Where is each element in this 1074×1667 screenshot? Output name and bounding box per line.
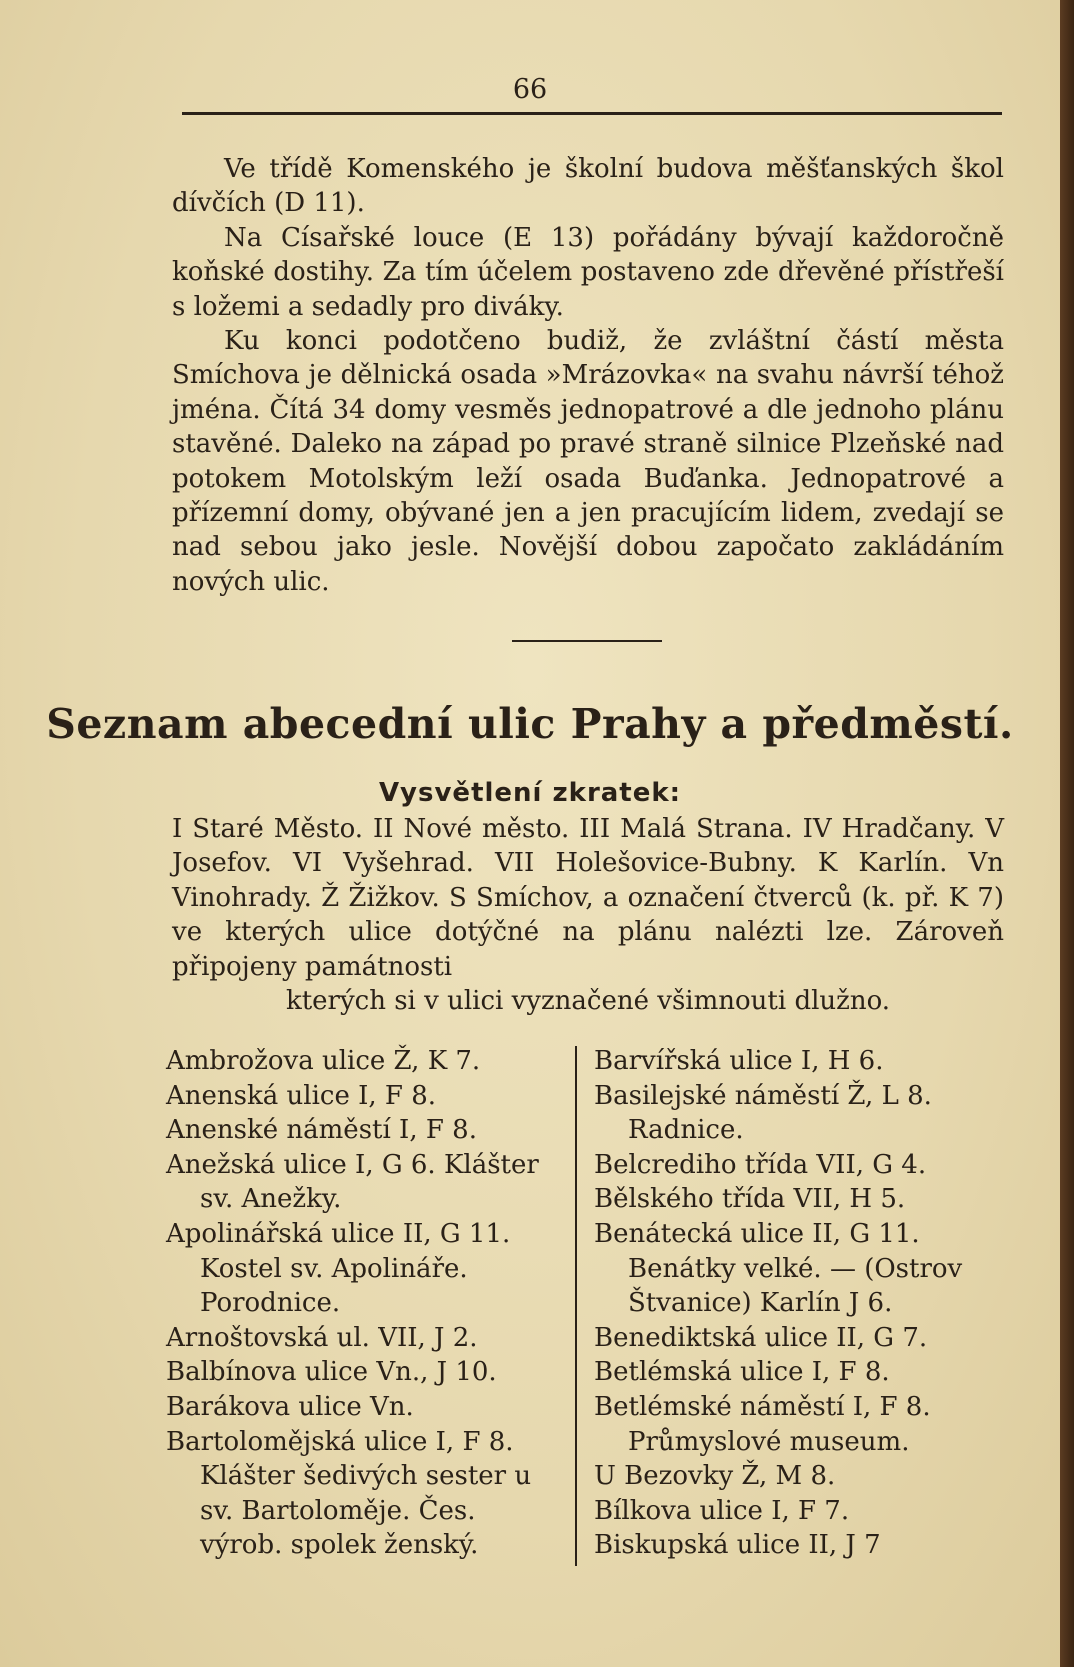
street-entry: Bělského třída VII, H 5. — [594, 1184, 906, 1215]
abbreviations-tail: kterých si v ulici vyznačené všimnouti dlužno. — [285, 986, 891, 1017]
street-entry: Anenská ulice I, F 8. — [166, 1080, 437, 1111]
street-entry: Belcrediho třída VII, G 4. — [594, 1149, 927, 1180]
street-entry: Arnoštovská ul. VII, J 2. — [166, 1322, 478, 1353]
street-entry: Betlémské náměstí I, F 8. Průmyslové museum. — [594, 1391, 931, 1457]
street-entry: Basilejské náměstí Ž, L 8. Radnice. — [594, 1080, 932, 1146]
street-entry: Betlémská ulice I, F 8. — [594, 1357, 890, 1388]
street-entry: Ambrožova ulice Ž, K 7. — [166, 1046, 481, 1076]
street-entry: Barvířská ulice I, H 6. — [594, 1046, 884, 1076]
abbreviations-text — [172, 812, 1004, 1018]
street-entry: U Bezovky Ž, M 8. — [594, 1461, 836, 1492]
street-entry: Benediktská ulice II, G 7. — [594, 1322, 928, 1353]
header-rule — [182, 112, 1002, 115]
street-list-left — [166, 1044, 566, 1563]
intro-paragraph: Ku konci podotčeno budiž, že zvláštní částí města Smíchova je dělnická osada »Mrázovka« na svahu návrší téhož jména. Čítá 34 domy vesměs jednopatrové a dle jednoho plánu stavěné. Daleko na západ po pravé straně silnice Plzeňské nad potokem Motolským leží osada Buďanka. Jednopatrové a přízemní domy, obývané jen a jen pracujícím lidem, zvedají se nad sebou jako jesle. Novější dobou započato zakládáním nových ulic. — [172, 326, 1004, 597]
street-entry: Barákova ulice Vn. — [166, 1391, 414, 1422]
street-entry: Anenské náměstí I, F 8. — [166, 1115, 477, 1146]
street-list-right — [594, 1044, 1004, 1563]
intro-paragraph: Ve třídě Komenského je školní budova měšťanských škol dívčích (D 11). — [172, 154, 1004, 219]
column-divider — [575, 1046, 577, 1566]
section-title: Seznam abecední ulic Prahy a předměstí. — [46, 700, 1014, 748]
street-entry: Benátecká ulice II, G 11. Benátky velké. — (Ostrov Štvanice) Karlín J 6. — [594, 1218, 963, 1319]
street-entry: Bílkova ulice I, F 7. — [594, 1495, 850, 1526]
section-divider — [512, 640, 662, 642]
book-spine — [1060, 0, 1074, 1667]
street-entry: Balbínova ulice Vn., J 10. — [166, 1357, 497, 1388]
page-number: 66 — [512, 74, 548, 105]
intro-text — [172, 152, 1004, 599]
abbreviations-body: I Staré Město. II Nové město. III Malá Strana. IV Hradčany. V Josefov. VI Vyšehrad. VII Holešovice-Bubny. K Karlín. Vn Vinohrady. Ž Žižkov. S Smíchov, a označení čtverců (k. př. K 7) ve kterých ulice dotýčné na plánu nalézti lze. Zároveň připojeny památnosti — [172, 814, 1004, 982]
abbreviations-heading: Vysvětlení zkratek: — [378, 778, 682, 808]
street-entry: Biskupská ulice II, J 7 — [594, 1530, 881, 1561]
street-entry: Anežská ulice I, G 6. Klášter sv. Anežky. — [166, 1149, 539, 1215]
street-entry: Apolinářská ulice II, G 11. Kostel sv. Apolináře. Porodnice. — [166, 1218, 511, 1319]
street-entry: Bartolomějská ulice I, F 8. Klášter šedivých sester u sv. Bartoloměje. Čes. výrob. spolek ženský. — [166, 1426, 532, 1561]
intro-paragraph: Na Císařské louce (E 13) pořádány bývají každoročně koňské dostihy. Za tím účelem postaveno zde dřevěné přístřeší s ložemi a sedadly pro diváky. — [172, 222, 1004, 322]
